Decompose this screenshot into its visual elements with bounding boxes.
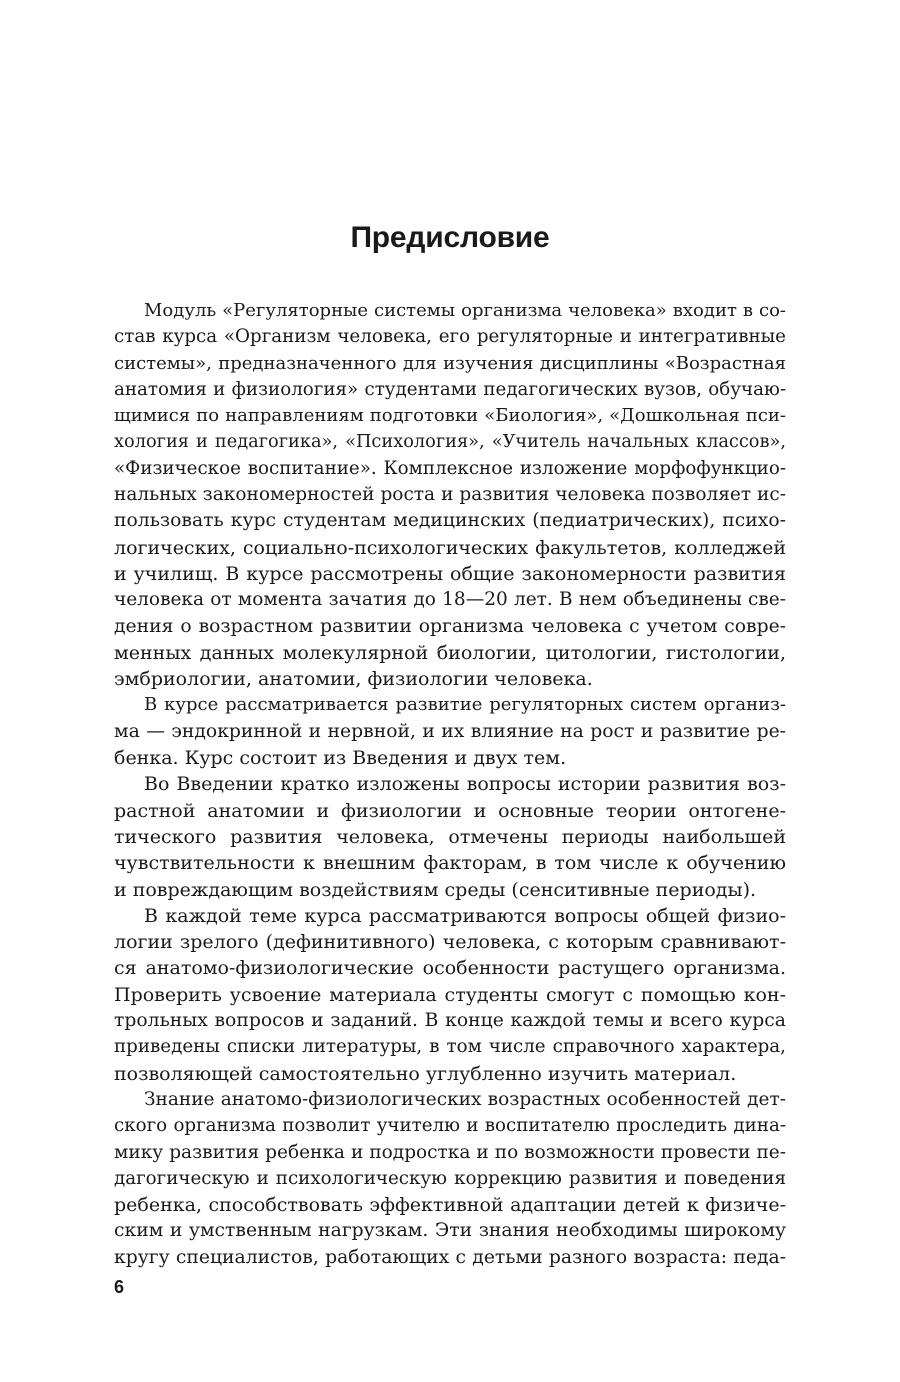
text-line: тического развития человека, отмечены периоды наибольшей (114, 825, 786, 848)
text-line: мику развития ребенка и подростка и по возможности провести пе- (114, 1141, 786, 1163)
text-line: Знание анатомо-физиологических возрастных особенностей дет- (144, 1088, 786, 1110)
text-line: щимися по направлениям подготовки «Биология», «Дошкольная пси- (114, 405, 786, 427)
paragraph (114, 1087, 786, 1271)
text-line: пользовать курс студентам медицинских (педиатрических), психо- (114, 510, 786, 532)
text-line: кругу специалистов, работающих с детьми разного возраста: педа- (114, 1246, 786, 1268)
text-line: растной анатомии и физиологии и основные теории онтогене- (114, 799, 786, 822)
text-line: логических, социально-психологических факультетов, колледжей (114, 536, 786, 559)
text-line: трольных вопросов и заданий. В конце каждой темы и всего курса (114, 1010, 786, 1032)
text-line: ским и умственным нагрузкам. Эти знания необходимы широкому (114, 1220, 786, 1242)
text-line: В курсе рассматривается развитие регуляторных систем организ- (144, 694, 786, 716)
text-line: эмбриологии, анатомии, физиологии человека. (114, 668, 593, 691)
text-line: «Физическое воспитание». Комплексное изложение морфофункцио- (114, 457, 786, 479)
text-line: ся анатомо-физиологические особенности растущего организма. (114, 957, 786, 980)
text-line: человека от момента зачатия до 18—20 лет. В нем объединены све- (114, 589, 786, 611)
body-text (114, 298, 786, 1271)
page-title: Предисловие (350, 221, 550, 254)
text-line: позволяющей самостоятельно углубленно изучить материал. (114, 1062, 737, 1085)
text-line: системы», предназначенного для изучения дисциплины «Возрастная (114, 352, 786, 374)
text-line: став курса «Организм человека, его регуляторные и интегративные (114, 326, 786, 348)
text-line: чувствительности к внешним факторам, в том числе к обучению (114, 852, 786, 875)
text-line: дагогическую и психологическую коррекцию развития и поведения (114, 1167, 786, 1189)
text-line: дения о возрастном развитии организма человека с учетом совре- (114, 615, 786, 637)
paragraph (114, 771, 786, 902)
text-line: приведены списки литературы, в том числе справочного характера, (114, 1036, 786, 1058)
text-line: ребенка, способствовать эффективной адаптации детей к физиче- (114, 1194, 786, 1217)
paragraph (114, 298, 786, 692)
text-line: нальных закономерностей роста и развития человека позволяет ис- (114, 484, 786, 506)
text-line: логии зрелого (дефинитивного) человека, с которым сравнивают- (114, 931, 786, 954)
text-line: Модуль «Регуляторные системы организма человека» входит в со- (144, 300, 786, 321)
text-line: В каждой теме курса рассматриваются вопросы общей физио- (144, 904, 786, 927)
text-line: менных данных молекулярной биологии, цитологии, гистологии, (114, 641, 786, 664)
text-line: Во Введении кратко изложены вопросы истории развития воз- (144, 773, 786, 796)
page-number: 6 (114, 1277, 125, 1297)
text-line: и училищ. В курсе рассмотрены общие закономерности развития (114, 562, 786, 585)
paragraph (114, 692, 786, 771)
text-line: ского организма позволит учителю и воспитателю проследить дина- (114, 1115, 786, 1137)
text-line: бенка. Курс состоит из Введения и двух тем. (114, 747, 567, 770)
text-line: анатомия и физиология» студентами педагогических вузов, обучаю- (114, 378, 786, 400)
paragraph (114, 903, 786, 1087)
text-line: и повреждающим воздействиям среды (сенситивные периоды). (114, 878, 757, 901)
text-line: Проверить усвоение материала студенты смогут с помощью кон- (114, 983, 786, 1006)
text-line: ма — эндокринной и нервной, и их влияние на рост и развитие ре- (114, 720, 786, 742)
text-line: хология и педагогика», «Психология», «Учитель начальных классов», (114, 432, 786, 453)
